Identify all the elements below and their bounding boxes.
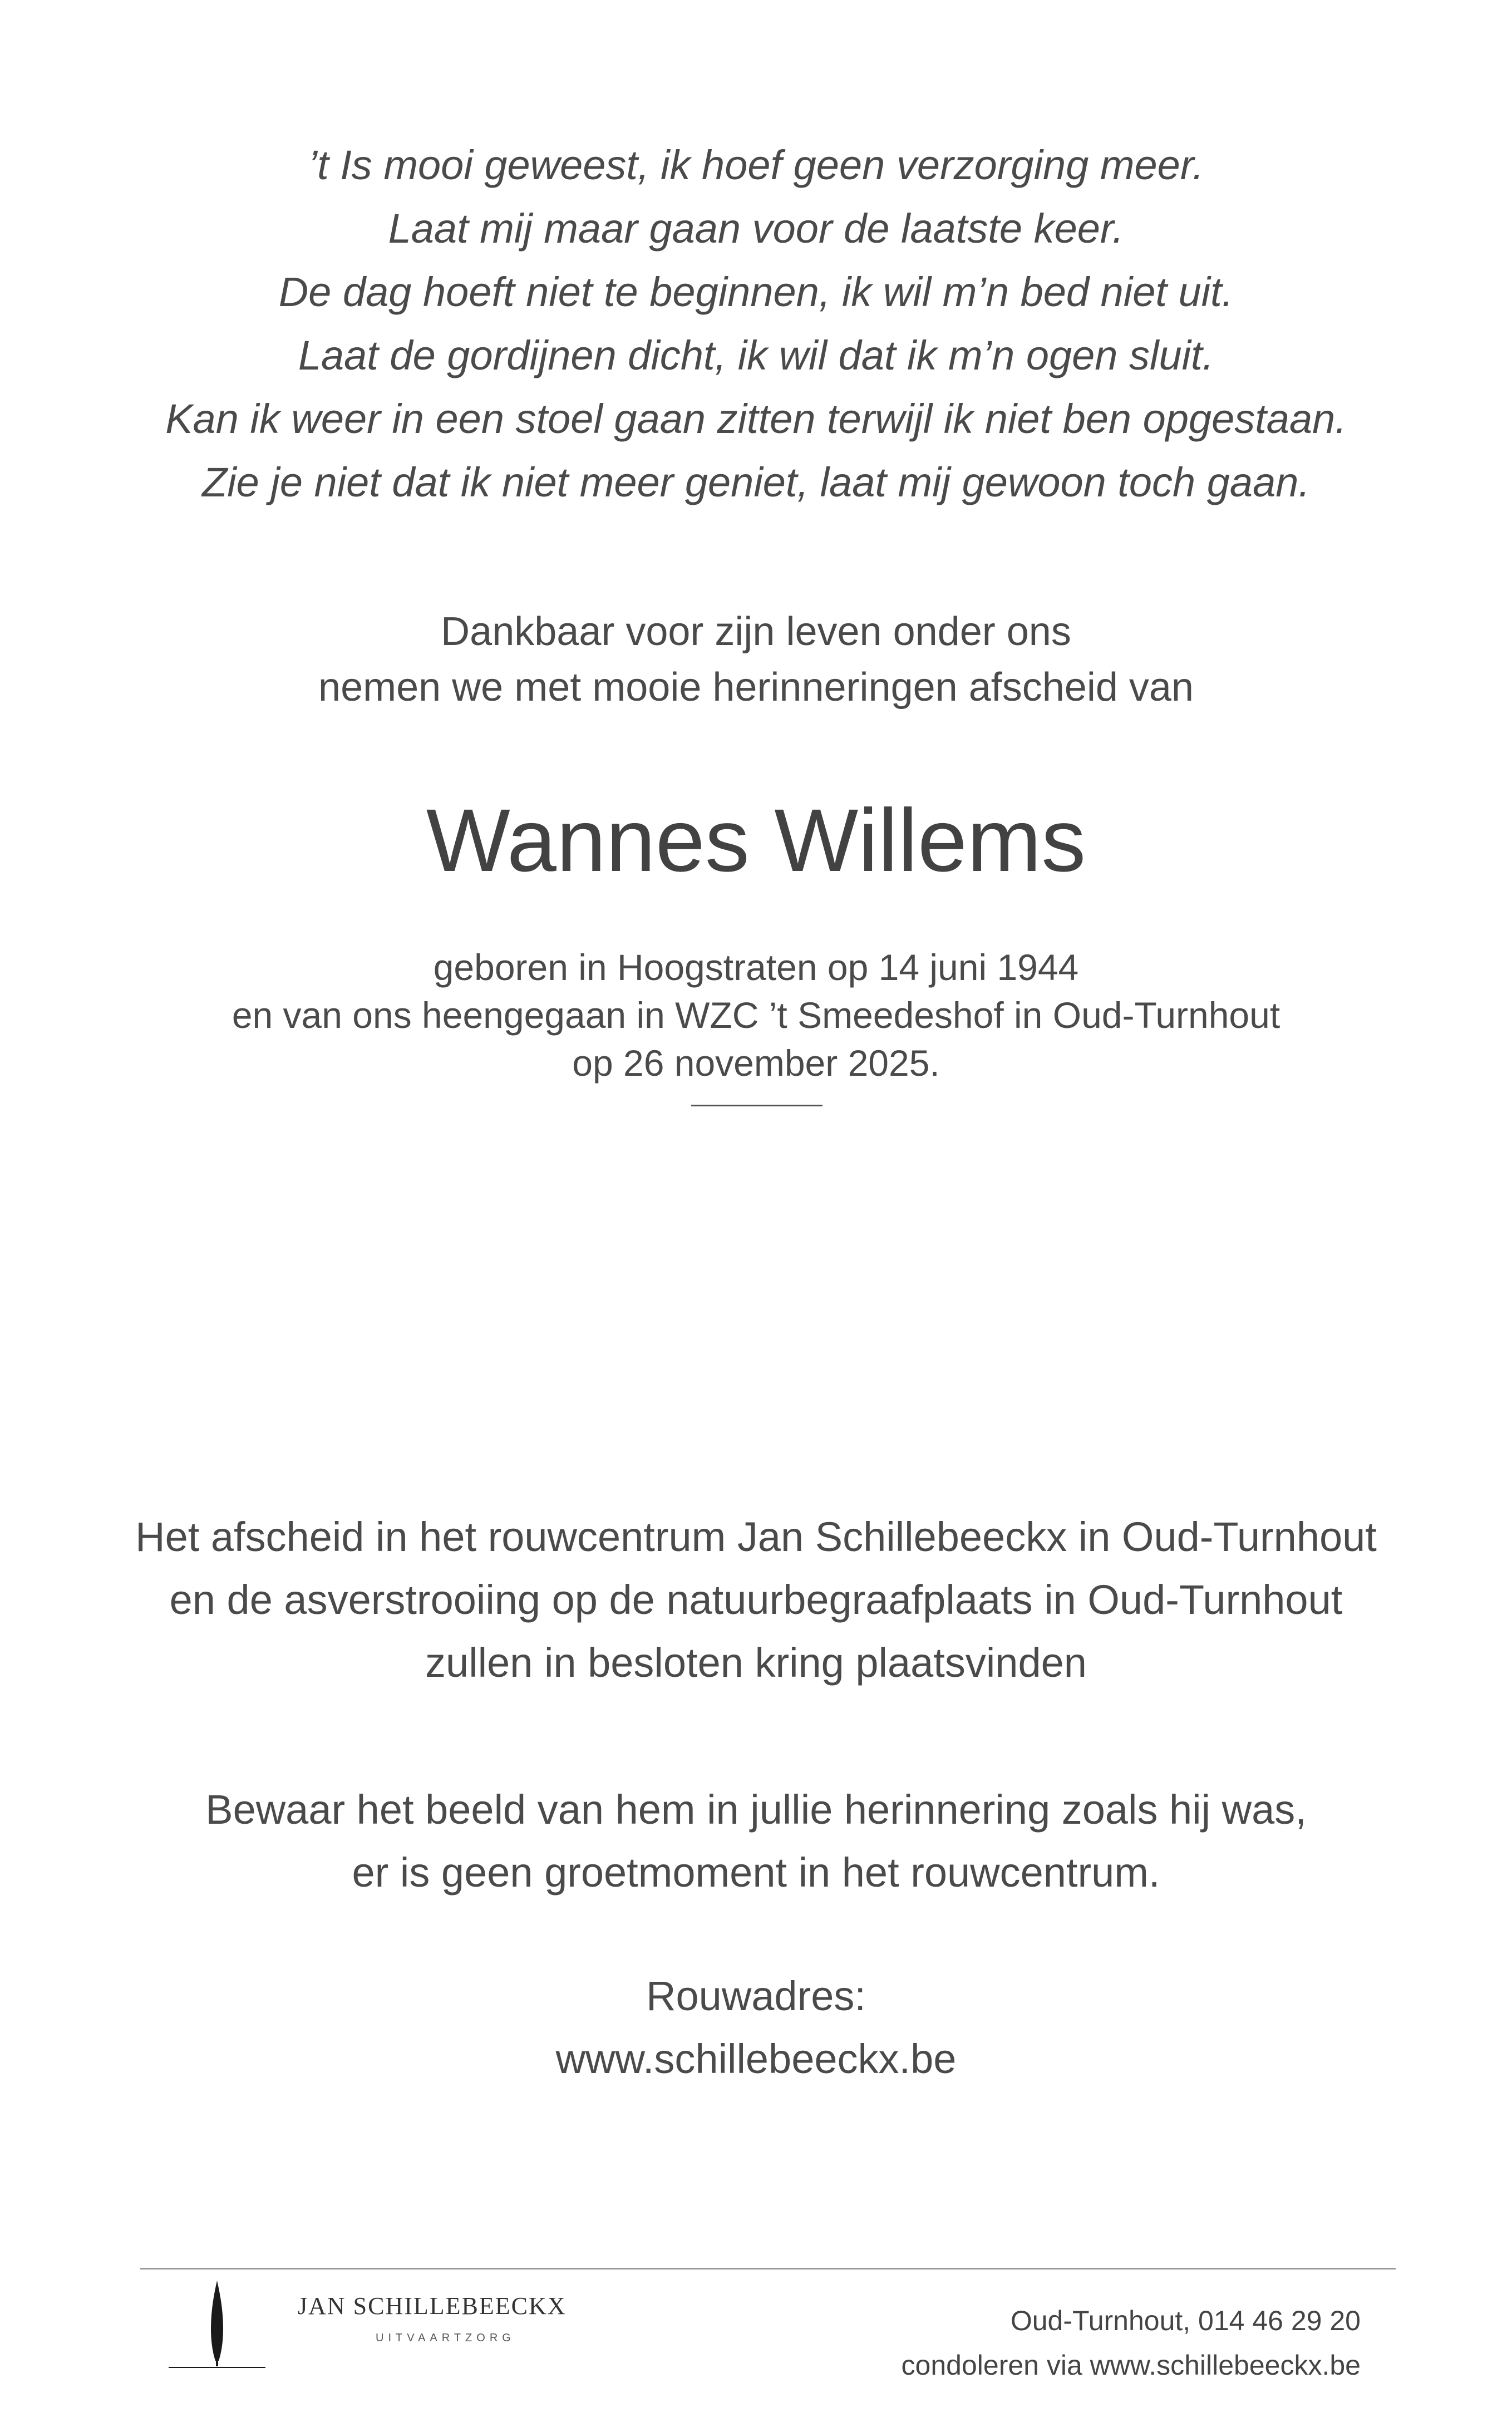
intro-line: Dankbaar voor zijn leven onder ons — [441, 609, 1071, 654]
ceremony-line: zullen in besloten kring plaatsvinden — [425, 1640, 1087, 1686]
detail-line: en van ons heengegaan in WZC ’t Smeedeshof in Oud-Turnhout — [232, 995, 1280, 1036]
mourning-address — [0, 1965, 1512, 2090]
brand-name: JAN SCHILLEBEECKX — [298, 2292, 567, 2320]
ceremony-line: en de asverstrooiing op de natuurbegraafplaats in Oud-Turnhout — [169, 1577, 1343, 1623]
contact-condolence[interactable]: condoleren via www.schillebeeckx.be — [901, 2350, 1361, 2381]
contact-phone: Oud-Turnhout, 014 46 29 20 — [1010, 2305, 1361, 2336]
poem-line: ’t Is mooi geweest, ik hoef geen verzorging meer. — [308, 142, 1204, 188]
poem-line: Zie je niet dat ik niet meer geniet, laat mij gewoon toch gaan. — [202, 459, 1310, 505]
poem-line: Laat de gordijnen dicht, ik wil dat ik m’n ogen sluit. — [298, 332, 1214, 378]
memory-line: Bewaar het beeld van hem in jullie herinnering zoals hij was, — [205, 1786, 1307, 1833]
cypress-tree-icon — [164, 2276, 270, 2371]
intro-line: nemen we met mooie herinneringen afscheid van — [318, 665, 1194, 710]
footer-divider — [140, 2268, 1396, 2269]
poem-line: Kan ik weer in een stoel gaan zitten terwijl ik niet ben opgestaan. — [165, 396, 1347, 442]
address-url[interactable]: www.schillebeeckx.be — [555, 2036, 957, 2082]
poem-line: De dag hoeft niet te beginnen, ik wil m’n bed niet uit. — [278, 269, 1234, 315]
poem — [0, 134, 1512, 514]
memory-note — [0, 1778, 1512, 1904]
detail-line: op 26 november 2025. — [572, 1042, 940, 1084]
memory-line: er is geen groetmoment in het rouwcentrum. — [352, 1849, 1160, 1896]
ceremony-info — [0, 1505, 1512, 1694]
divider-short — [691, 1105, 823, 1106]
intro-text — [0, 604, 1512, 715]
footer-contact — [902, 2298, 1361, 2387]
brand-subtitle: UITVAARTZORG — [376, 2332, 515, 2344]
ceremony-line: Het afscheid in het rouwcentrum Jan Schillebeeckx in Oud-Turnhout — [135, 1514, 1377, 1560]
poem-line: Laat mij maar gaan voor de laatste keer. — [388, 205, 1124, 252]
deceased-details — [0, 943, 1512, 1087]
detail-line: geboren in Hoogstraten op 14 juni 1944 — [433, 947, 1079, 988]
deceased-name: Wannes Willems — [426, 790, 1086, 890]
address-label: Rouwadres: — [646, 1973, 866, 2019]
